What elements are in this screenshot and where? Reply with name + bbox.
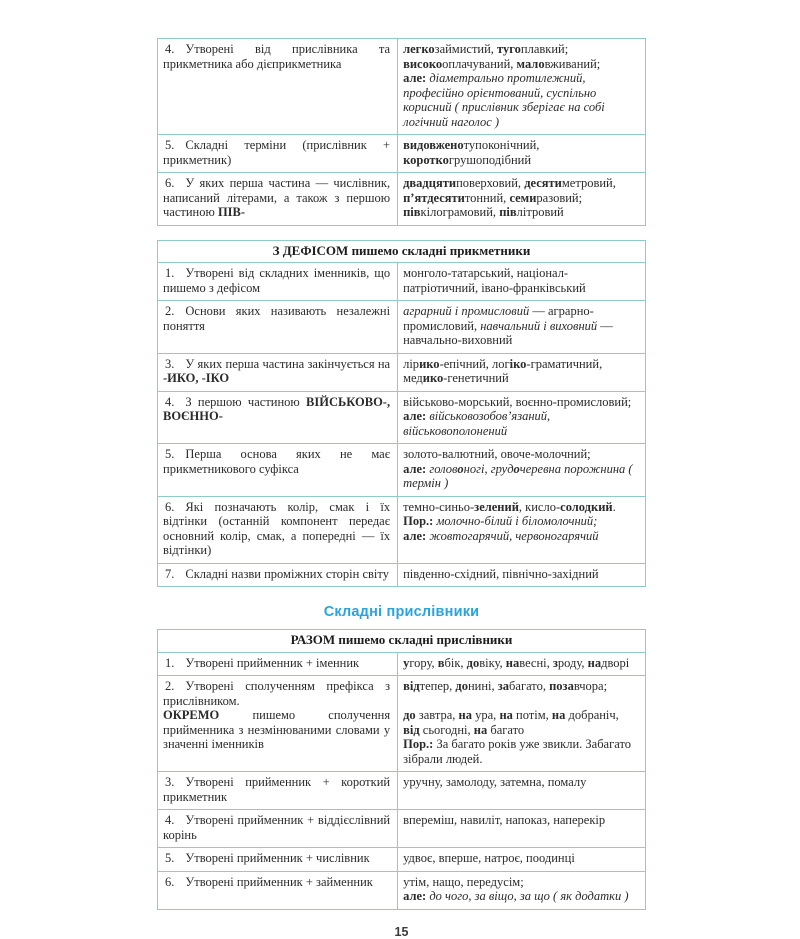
text-run: Утворені прийменник + віддієслівний корінь: [163, 813, 391, 842]
text-run: пів: [499, 205, 517, 219]
examples-cell: [398, 263, 646, 301]
examples-cell: [398, 444, 646, 497]
rule-cell: [158, 810, 398, 848]
text-run: сьогодні,: [419, 722, 474, 737]
text-run: п’ятдесяти: [403, 190, 465, 205]
rule-number: 6.: [165, 874, 175, 889]
table-header: З ДЕФІСОМ пишемо складні прикметники: [158, 240, 646, 263]
text-run: нині,: [467, 679, 498, 693]
text-run: Які позначають колір, смак і їх відтінки (останній компонент передає основний колір, смак, а попередні — їх відтінки): [163, 499, 391, 557]
table-header: РАЗОМ пишемо складні прислівники: [158, 630, 646, 653]
rule-number: 4.: [165, 42, 175, 56]
text-run: на: [473, 722, 488, 737]
text-run: військовозобов’язаний, військовополонений: [403, 409, 551, 438]
text-run: але:: [403, 409, 427, 423]
examples-cell: [398, 676, 646, 772]
text-run: займистий,: [434, 42, 498, 56]
together-adverbs-table: [157, 629, 646, 910]
text-run: зелений: [474, 499, 519, 514]
rule-cell: [158, 871, 398, 909]
table-header-row: [158, 240, 646, 263]
text-run: іко: [509, 356, 527, 371]
page-number: 15: [394, 924, 409, 939]
text-run: але:: [403, 528, 427, 543]
text-run: від: [403, 679, 420, 693]
text-run: до: [455, 679, 468, 693]
examples-cell: [398, 496, 646, 563]
rule-cell: [158, 301, 398, 354]
text-run: вчора;: [573, 679, 608, 693]
text-run: багато,: [509, 679, 550, 693]
text-run: з: [552, 655, 558, 670]
text-run: Основи яких називають незалежні поняття: [163, 304, 391, 333]
text-run: південно-східний, північно-західний: [403, 566, 599, 581]
text-run: в: [437, 655, 445, 670]
rule-number: 6.: [165, 176, 175, 190]
rule-number: 7.: [165, 566, 175, 581]
text-run: від: [403, 722, 420, 737]
rule-number: 1.: [165, 655, 175, 670]
rule-cell: [158, 848, 398, 872]
text-run: удвоє, вперше, натроє, поодинці: [403, 851, 575, 865]
text-run: .: [612, 499, 616, 514]
text-run: ОКРЕМО: [163, 708, 220, 722]
rule-cell: [158, 135, 398, 173]
text-run: на: [499, 708, 513, 722]
text-run: високо: [403, 56, 443, 71]
text-run: У яких перша частина — числівник, написаний літерами, а також з першою частиною: [163, 176, 391, 219]
examples-cell: [398, 301, 646, 354]
rule-cell: [158, 263, 398, 301]
text-run: Пор.:: [403, 514, 434, 528]
rule-cell: [158, 39, 398, 135]
text-run: вживаний;: [544, 56, 601, 71]
text-run: У яких перша частина закінчується на: [185, 356, 391, 371]
table-row: [158, 496, 646, 563]
text-run: аграрний і промисловий: [403, 304, 530, 318]
text-run: гору,: [409, 655, 438, 670]
text-run: двадцяти: [403, 176, 457, 190]
text-run: ура,: [472, 708, 500, 722]
text-run: на: [551, 708, 566, 722]
text-run: тупоконічний,: [463, 138, 540, 152]
rule-number: 5.: [165, 138, 175, 152]
text-run: Утворені прийменник + числівник: [185, 851, 370, 865]
text-run: Утворені прийменник + іменник: [185, 655, 360, 670]
text-run: коротко: [403, 152, 449, 167]
text-run: але:: [403, 889, 427, 903]
text-run: о: [513, 461, 520, 476]
rule-number: 4.: [165, 394, 175, 409]
adjectives-table-continued: [157, 38, 646, 226]
examples-cell: [398, 563, 646, 587]
text-run: Перша основа яких не має прикметникового суфікса: [163, 447, 391, 476]
text-run: разовий;: [536, 190, 583, 205]
text-run: З першою частиною: [185, 394, 307, 409]
table-row: [158, 563, 646, 587]
table-header-row: [158, 630, 646, 653]
text-run: впереміш, навиліт, напоказ, наперекір: [403, 813, 606, 827]
text-run: о: [457, 461, 464, 476]
table-row: [158, 848, 646, 872]
table-row: [158, 444, 646, 497]
text-run: добраніч,: [565, 708, 619, 722]
rule-number: 6.: [165, 499, 175, 514]
rule-number: 3.: [165, 775, 175, 789]
text-run: у: [403, 655, 410, 670]
rule-number: 5.: [165, 447, 175, 461]
table-row: [158, 810, 646, 848]
table-row: [158, 772, 646, 810]
text-run: Утворені від складних іменників, що пишемо з дефісом: [163, 266, 391, 295]
text-run: тонний,: [464, 190, 510, 205]
text-run: на: [505, 655, 520, 670]
text-run: золото-валютний, овоче-молочний;: [403, 447, 591, 461]
text-run: — аграрно-промисловий,: [403, 304, 594, 333]
text-run: туго: [497, 42, 521, 56]
text-run: кілограмовий,: [420, 205, 500, 219]
text-run: , кисло-: [518, 499, 561, 514]
text-run: Утворені прийменник + короткий прикметник: [163, 775, 391, 804]
text-run: Утворені прийменник + займенник: [185, 874, 373, 889]
text-run: дворі: [601, 655, 630, 670]
examples-cell: [398, 652, 646, 676]
text-run: солодкий: [560, 499, 613, 514]
text-run: черевна порожнина ( термін ): [403, 461, 633, 490]
text-run: на: [587, 655, 602, 670]
text-run: десяти: [524, 176, 562, 190]
text-run: літровий: [516, 205, 564, 219]
text-run: мало: [516, 56, 545, 71]
text-run: темно-синьо-: [403, 499, 475, 514]
text-run: віку,: [479, 655, 506, 670]
text-run: Утворені сполученням префікса з прислівником.: [163, 679, 391, 708]
table-row: [158, 676, 646, 772]
text-run: оплачуваний,: [442, 56, 517, 71]
content-column: [157, 38, 646, 939]
text-run: Складні назви проміжних сторін світу: [185, 566, 389, 581]
text-run: до: [403, 708, 416, 722]
examples-cell: [398, 810, 646, 848]
examples-cell: [398, 772, 646, 810]
text-run: багато: [487, 722, 525, 737]
examples-cell: [398, 39, 646, 135]
text-run: -генетичний: [443, 371, 509, 385]
rule-cell: [158, 444, 398, 497]
text-run: утім, нащо, передусім;: [403, 874, 524, 889]
text-run: поза: [549, 679, 574, 693]
rule-number: 3.: [165, 356, 175, 371]
table-row: [158, 263, 646, 301]
text-run: -епічний, лог: [439, 356, 510, 371]
text-run: ико: [419, 356, 440, 371]
text-run: завтра,: [415, 708, 459, 722]
examples-cell: [398, 391, 646, 444]
text-run: ПІВ-: [217, 205, 246, 219]
text-run: діаметрально протилежний, професійно орієнтований, суспільно корисний ( прислівник зберігає на собі логічний наголос ): [403, 71, 605, 129]
text-run: до: [466, 655, 480, 670]
text-run: -граматичний, мед: [403, 356, 603, 385]
text-run: ВІЙСЬКОВО-, ВОЄННО-: [163, 394, 391, 423]
rule-number: 4.: [165, 813, 175, 827]
text-run: навчальний і виховний: [480, 318, 598, 333]
text-run: За багато років уже звикли. Забагато зібрали людей.: [403, 737, 632, 766]
rule-cell: [158, 772, 398, 810]
table-row: [158, 173, 646, 226]
examples-cell: [398, 848, 646, 872]
text-run: видовжено: [403, 138, 464, 152]
rule-cell: [158, 676, 398, 772]
rule-cell: [158, 173, 398, 226]
text-run: лір: [403, 356, 420, 371]
text-run: пишемо сполучення прийменника з незмінюваними словами у значенні іменників: [163, 708, 391, 751]
text-run: семи: [509, 190, 537, 205]
text-run: Утворені від прислівника та прикметника або дієприкметника: [163, 42, 391, 71]
table-row: [158, 391, 646, 444]
rule-cell: [158, 353, 398, 391]
text-run: потім,: [512, 708, 552, 722]
rule-cell: [158, 563, 398, 587]
rule-number: 2.: [165, 679, 175, 693]
table-row: [158, 135, 646, 173]
section-heading: Складні прислівники: [323, 604, 480, 620]
text-run: бік,: [444, 655, 467, 670]
text-run: Пор.:: [403, 737, 434, 751]
text-run: пів: [403, 205, 421, 219]
text-run: до чого, за віщо, за що ( як додатки ): [429, 889, 629, 903]
text-run: військово-морський, воєнно-промисловий;: [403, 394, 632, 409]
text-run: жовтогарячий, червоногарячий: [429, 528, 599, 543]
text-run: але:: [403, 461, 427, 476]
hyphen-adjectives-table: [157, 240, 646, 588]
rule-number: 5.: [165, 851, 175, 865]
text-run: роду,: [557, 655, 588, 670]
text-run: — навчально-виховний: [403, 318, 613, 347]
text-run: голов: [429, 461, 458, 476]
text-run: тепер,: [419, 679, 456, 693]
table-row: [158, 39, 646, 135]
text-run: за: [497, 679, 510, 693]
text-run: уручну, замолоду, затемна, помалу: [403, 775, 587, 789]
text-run: весні,: [519, 655, 553, 670]
text-run: -ИКО, -ІКО: [163, 371, 230, 385]
text-run: монголо-татарський, націонал-патріотичний, івано-франківський: [403, 266, 586, 295]
examples-cell: [398, 173, 646, 226]
rule-cell: [158, 652, 398, 676]
table-row: [158, 652, 646, 676]
table-row: [158, 871, 646, 909]
text-run: плавкий;: [520, 42, 569, 56]
table-row: [158, 353, 646, 391]
table-row: [158, 301, 646, 354]
rule-number: 1.: [165, 266, 175, 280]
text-run: поверховий,: [456, 176, 525, 190]
examples-cell: [398, 135, 646, 173]
text-run: на: [458, 708, 472, 722]
text-run: але:: [403, 71, 427, 85]
rule-cell: [158, 391, 398, 444]
text-run: грушоподібний: [448, 152, 532, 167]
text-run: метровий,: [561, 176, 616, 190]
text-run: ногі, груд: [463, 461, 514, 476]
examples-cell: [398, 353, 646, 391]
text-run: молочно-білий і біломолочний;: [436, 514, 598, 528]
rule-cell: [158, 496, 398, 563]
text-run: легко: [403, 42, 435, 56]
text-run: Складні терміни (прислівник + прикметник): [163, 138, 391, 167]
rule-number: 2.: [165, 304, 175, 318]
examples-cell: [398, 871, 646, 909]
text-run: ико: [422, 371, 444, 385]
